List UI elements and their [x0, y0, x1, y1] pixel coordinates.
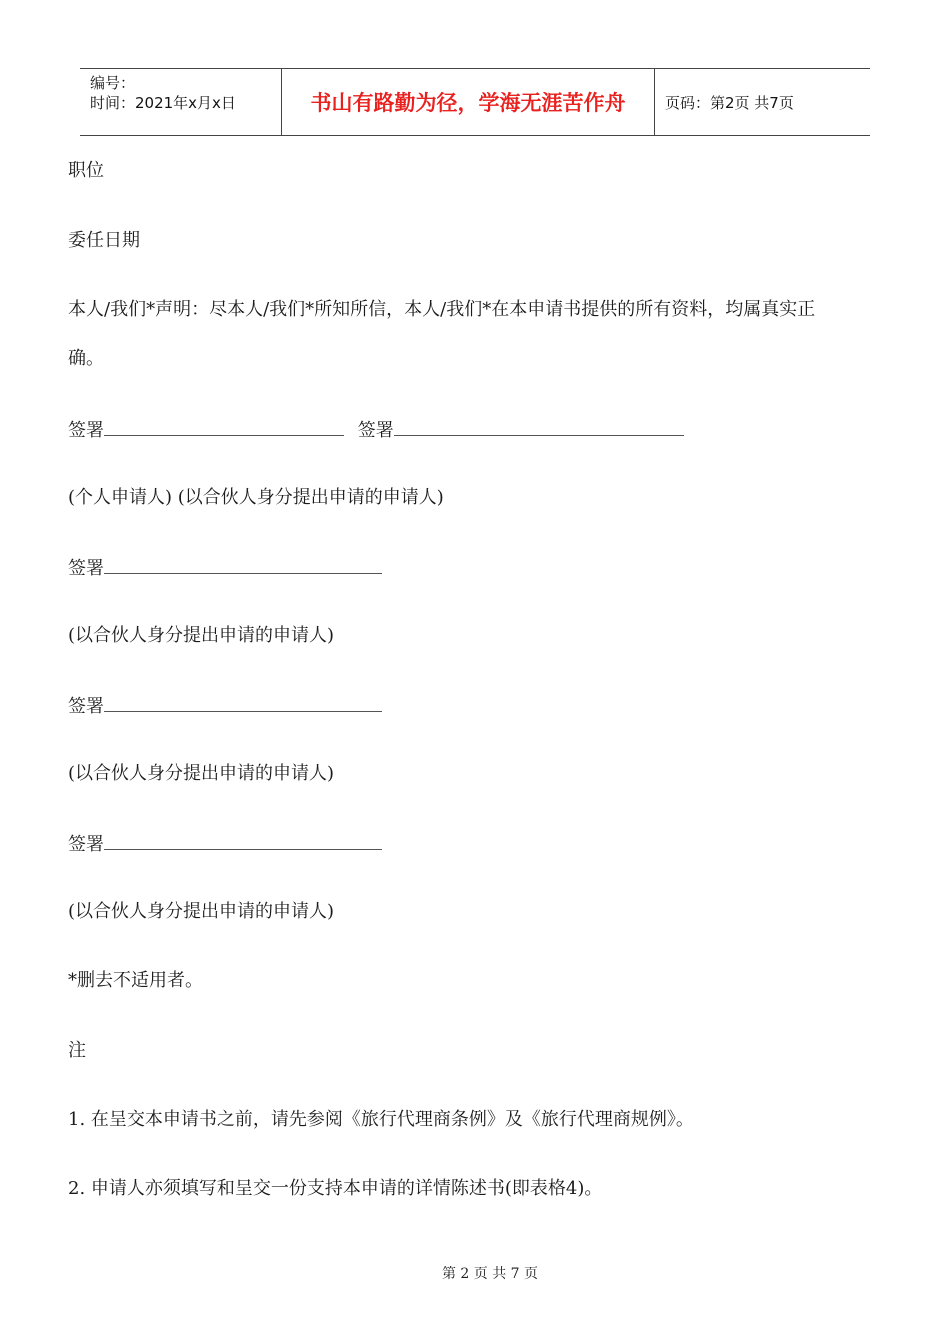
delete-note: *删去不适用者。 [68, 970, 203, 991]
signature-row-3 [68, 693, 382, 719]
signature-row-4 [68, 831, 382, 857]
signature-field[interactable] [104, 555, 382, 574]
header-page-number: 页码：第2页 共7页 [665, 93, 794, 112]
notes-title: 注 [68, 1040, 86, 1061]
header-meta [80, 69, 282, 135]
signature-label: 签署 [68, 420, 104, 441]
declaration-line-2: 确。 [68, 348, 104, 369]
caption-2: (以合伙人身分提出申请的申请人) [68, 625, 335, 646]
note-2: 2. 申请人亦须填写和呈交一份支持本申请的详情陈述书(即表格4)。 [68, 1178, 603, 1199]
note-1: 1. 在呈交本申请书之前，请先参阅《旅行代理商条例》及《旅行代理商规例》。 [68, 1109, 694, 1130]
caption-4: (以合伙人身分提出申请的申请人) [68, 901, 335, 922]
page-header [80, 68, 870, 136]
signature-field[interactable] [394, 417, 684, 436]
declaration-line-1: 本人/我们*声明：尽本人/我们*所知所信，本人/我们*在本申请书提供的所有资料，均属真实正 [68, 299, 816, 320]
header-number: 编号： [90, 74, 136, 92]
signature-field[interactable] [104, 417, 344, 436]
page-footer: 第 2 页 共 7 页 [441, 1266, 539, 1282]
signature-row-1 [68, 417, 684, 443]
signature-field[interactable] [104, 693, 382, 712]
header-motto: 书山有路勤为径，学海无涯苦作舟 [282, 69, 655, 135]
header-time: 时间：2021年x月x日 [90, 94, 236, 112]
signature-label: 签署 [68, 834, 104, 855]
signature-field[interactable] [104, 831, 382, 850]
signature-row-2 [68, 555, 382, 581]
caption-3: (以合伙人身分提出申请的申请人) [68, 763, 335, 784]
caption-1: (个人申请人) (以合伙人身分提出申请的申请人) [68, 487, 444, 508]
appointment-date-label: 委任日期 [68, 230, 140, 251]
position-label: 职位 [68, 160, 104, 181]
signature-label: 签署 [68, 696, 104, 717]
signature-label: 签署 [357, 420, 394, 441]
signature-label: 签署 [68, 558, 104, 579]
